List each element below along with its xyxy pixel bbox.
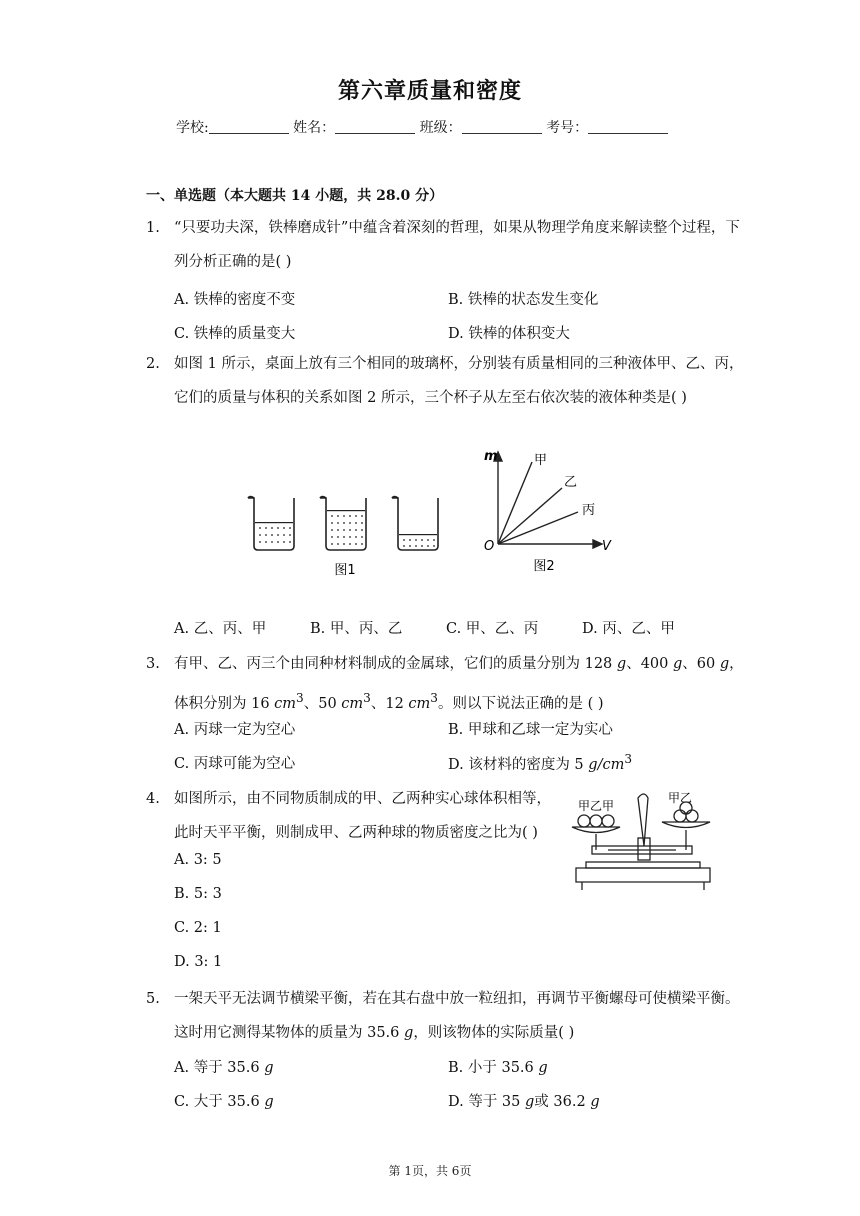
- q3-text-part: 。则以下说法正确的是 ( ): [437, 695, 604, 712]
- m-axis-label: m: [484, 449, 498, 464]
- right-ball-1: [674, 810, 686, 822]
- school-blank[interactable]: [209, 119, 289, 134]
- q4-option-d[interactable]: D. 3: 1: [174, 954, 223, 970]
- q3-option-c[interactable]: C. 丙球可能为空心: [174, 756, 296, 772]
- option-text: D. 该材料的密度为 5: [448, 756, 589, 773]
- unit-g: g: [264, 1094, 274, 1110]
- right-pan-label: 甲乙: [668, 791, 693, 805]
- q2-option-a[interactable]: A. 乙、丙、甲: [174, 621, 267, 637]
- figure-1-label: 图1: [334, 563, 356, 578]
- exam-no-blank[interactable]: [588, 119, 668, 134]
- q2-option-d[interactable]: D. 丙、乙、甲: [582, 621, 675, 637]
- beaker-3: [392, 497, 438, 551]
- q3-option-b[interactable]: B. 甲球和乙球一定为实心: [448, 722, 613, 738]
- class-blank[interactable]: [462, 119, 542, 134]
- left-ball-3: [602, 815, 614, 827]
- figure-1-beakers: [240, 490, 450, 580]
- page-title: 第六章质量和密度: [337, 78, 522, 104]
- left-pan-label: 甲乙甲: [578, 799, 615, 813]
- question-number: 1.: [146, 220, 160, 236]
- question-number: 3.: [146, 656, 160, 672]
- q3-text-part: 有甲、乙、丙三个由同种材料制成的金属球，它们的质量分别为 128: [174, 656, 617, 672]
- q3-option-a[interactable]: A. 丙球一定为空心: [174, 722, 296, 738]
- balance-scale-figure: [568, 786, 718, 896]
- left-pan: [572, 827, 620, 833]
- option-text: D. 等于 35: [448, 1094, 525, 1110]
- superscript-3: 3: [363, 691, 371, 705]
- jia-label: 甲: [534, 453, 548, 468]
- name-blank[interactable]: [335, 119, 415, 134]
- beaker-2: [320, 497, 366, 551]
- option-text: 或 36.2: [534, 1094, 591, 1110]
- student-info-line: [176, 117, 668, 137]
- question-1: [146, 211, 740, 281]
- unit-g: g: [719, 656, 730, 672]
- question-number: 2.: [146, 356, 160, 372]
- exam-no-label: 考号：: [546, 120, 589, 136]
- beaker-1: [248, 497, 294, 551]
- q1-option-d[interactable]: D. 铁棒的体积变大: [448, 326, 570, 342]
- question-text: 如图所示，由不同物质制成的甲、乙两种实心球体积相等，此时天平平衡，则制成甲、乙两种球的物质密度之比为( ): [174, 791, 551, 841]
- question-2: [146, 347, 744, 451]
- question-text: [174, 982, 744, 1050]
- unit-g: g: [525, 1094, 535, 1110]
- beaker-3-liquid: [399, 534, 437, 547]
- base: [576, 868, 710, 882]
- beaker-2-liquid: [327, 510, 365, 545]
- q1-option-c[interactable]: C. 铁棒的质量变大: [174, 326, 296, 342]
- q3-option-d[interactable]: [448, 752, 632, 774]
- question-text: [174, 647, 744, 721]
- q5-text-part: ，则该物体的实际质量( ): [413, 1025, 575, 1041]
- unit-cm: cm: [408, 695, 431, 712]
- q3-text-part: 、400: [626, 656, 673, 672]
- q4-option-a[interactable]: A. 3: 5: [174, 852, 222, 868]
- section-heading: 一、单选题（本大题共 14 小题，共 28.0 分）: [146, 188, 444, 204]
- base-top: [586, 862, 700, 868]
- q2-option-c[interactable]: C. 甲、乙、丙: [446, 621, 539, 637]
- question-5: [146, 982, 740, 1052]
- q3-text-part: ，: [729, 656, 744, 672]
- q1-option-b[interactable]: B. 铁棒的状态发生变化: [448, 292, 599, 308]
- superscript-3: 3: [296, 691, 304, 705]
- q4-option-b[interactable]: B. 5: 3: [174, 886, 222, 902]
- option-text: A. 等于 35.6: [174, 1060, 265, 1076]
- q5-text-part: 一架天平无法调节横梁平衡，若在其右盘中放一粒纽扣，再调节平衡螺母可使横梁平衡。这时用它测得某物体的质量为 35.6: [174, 991, 740, 1041]
- yi-label: 乙: [564, 475, 578, 490]
- question-3: [146, 647, 744, 717]
- page-footer: 第 1页，共 6页: [388, 1164, 472, 1178]
- school-label: 学校:: [176, 120, 209, 136]
- unit-g: g: [538, 1060, 548, 1076]
- bing-label: 丙: [582, 503, 596, 518]
- beaker-1-liquid: [255, 522, 293, 543]
- left-ball-2: [590, 815, 602, 827]
- q5-option-b[interactable]: [448, 1056, 548, 1077]
- q4-option-c[interactable]: C. 2: 1: [174, 920, 222, 936]
- q5-option-a[interactable]: [174, 1056, 274, 1077]
- unit-g: g: [673, 656, 683, 672]
- q3-text-part: 体积分别为 16: [174, 695, 275, 712]
- unit-g-per-cm: g/cm: [588, 756, 625, 773]
- name-label: 姓名：: [293, 120, 336, 136]
- v-axis-arrow: [593, 540, 602, 548]
- right-ball-2: [686, 810, 698, 822]
- class-label: 班级：: [419, 120, 462, 136]
- question-text: 如图 1 所示，桌面上放有三个相同的玻璃杯，分别装有质量相同的三种液体甲、乙、丙，它们的质量与体积的关系如图 2 所示，三个杯子从左至右依次装的液体种类是( ): [174, 356, 744, 406]
- question-number: 5.: [146, 991, 160, 1007]
- line-yi: [498, 488, 562, 544]
- question-4: [146, 782, 566, 852]
- unit-g: g: [590, 1094, 600, 1110]
- unit-g: g: [404, 1025, 414, 1041]
- unit-cm: cm: [341, 695, 364, 712]
- question-text: “只要功夫深，铁棒磨成针”中蕴含着深刻的哲理，如果从物理学角度来解读整个过程，下列分析正确的是( ): [174, 220, 740, 270]
- superscript-3: 3: [430, 691, 438, 705]
- q2-option-b[interactable]: B. 甲、丙、乙: [310, 621, 403, 637]
- unit-g: g: [616, 656, 627, 672]
- q3-text-part: 、12: [370, 695, 409, 712]
- q5-option-c[interactable]: [174, 1090, 274, 1111]
- q1-option-a[interactable]: A. 铁棒的密度不变: [174, 292, 296, 308]
- q3-text-part: 、60: [682, 656, 720, 672]
- superscript-3: 3: [624, 752, 633, 766]
- option-text: C. 大于 35.6: [174, 1094, 265, 1110]
- v-axis-label: V: [602, 539, 611, 554]
- q5-option-d[interactable]: [448, 1090, 600, 1111]
- figure-2-label: 图2: [533, 559, 555, 574]
- question-number: 4.: [146, 791, 160, 807]
- figure-2-mass-volume-graph: [478, 448, 618, 578]
- origin-label: O: [484, 539, 495, 554]
- q3-text-part: 、50: [303, 695, 342, 712]
- unit-g: g: [264, 1060, 274, 1076]
- left-ball-1: [578, 815, 590, 827]
- option-text: B. 小于 35.6: [448, 1060, 539, 1076]
- unit-cm: cm: [274, 695, 297, 712]
- right-pan: [662, 822, 710, 828]
